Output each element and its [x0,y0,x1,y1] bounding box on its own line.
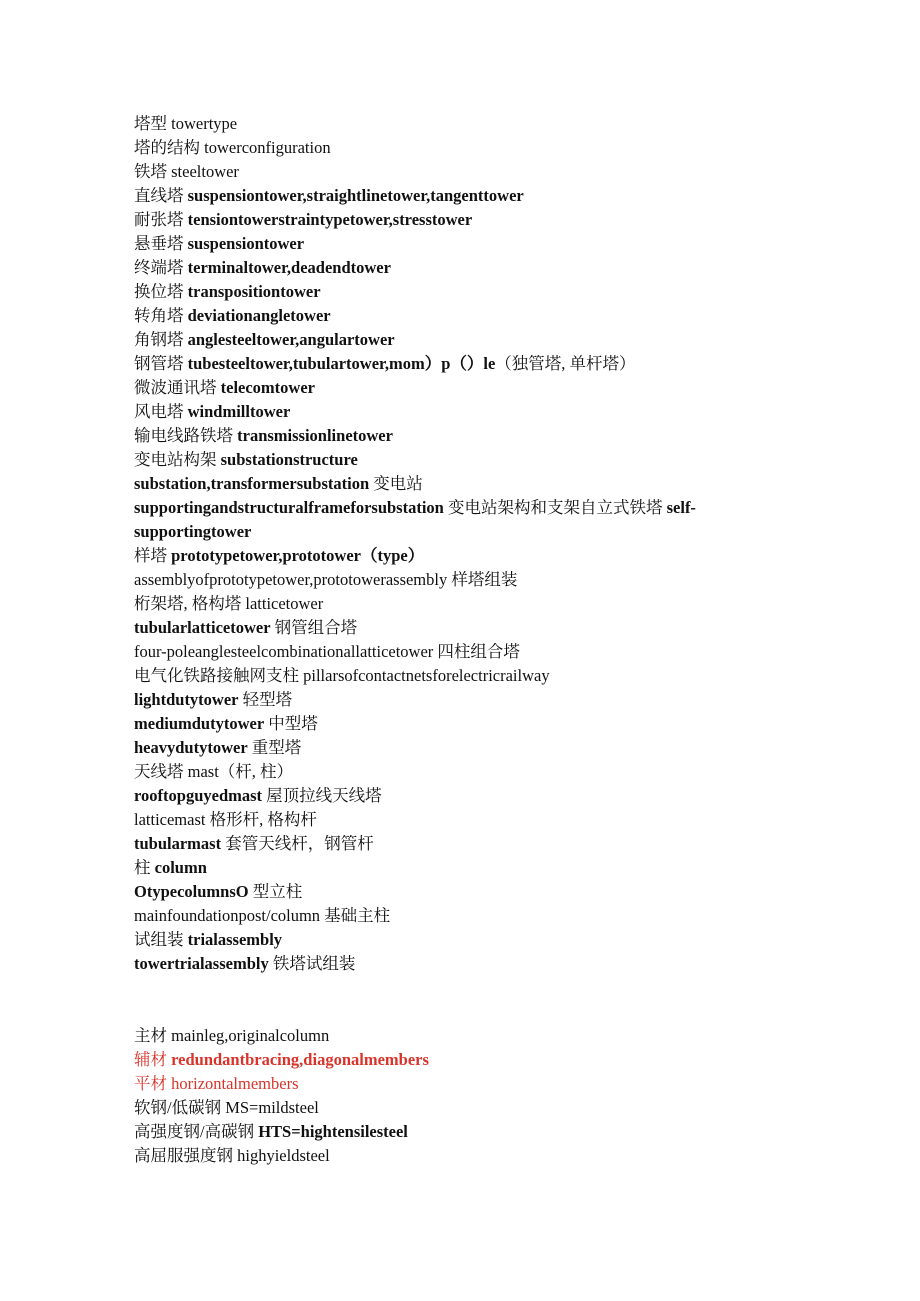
glossary-entry [134,664,794,688]
glossary-entry [134,880,794,904]
term-text: 直线塔 [134,186,188,205]
glossary-entry [134,448,794,472]
term-bold: substationstructure [220,450,358,469]
glossary-entry [134,832,794,856]
term-text: 桁架塔, 格构塔 latticetower [134,594,324,613]
glossary-entry [134,496,774,544]
term-text: 软钢/低碳钢 MS=mildsteel [134,1098,319,1117]
term-text: 型立柱 [248,882,303,901]
term-bold: windmilltower [187,402,291,421]
glossary-entry [134,1072,794,1096]
glossary-entry [134,688,794,712]
glossary-entry [134,544,794,568]
glossary-entry [134,784,794,808]
term-bold: suspensiontower [187,234,305,253]
term-bold: towertrialassembly [134,954,269,973]
glossary-entry [134,1048,794,1072]
glossary-entry [134,928,794,952]
term-bold: tensiontowerstraintypetower,stresstower [187,210,473,229]
term-text: 中型塔 [264,714,318,733]
term-text: 换位塔 [134,282,188,301]
term-bold: rooftopguyedmast [134,786,263,805]
term-text: 塔的结构 towerconfiguration [134,138,331,157]
glossary-entry [134,136,794,160]
term-text: 天线塔 mast（杆, 柱） [134,762,294,781]
term-text: 终端塔 [134,258,188,277]
glossary-entry [134,352,794,376]
document-page [134,112,794,1168]
glossary-entry [134,616,794,640]
term-bold: anglesteeltower,angulartower [187,330,395,349]
glossary-entry [134,280,794,304]
glossary-entry [134,808,794,832]
glossary-entry [134,736,794,760]
term-bold: substation,transformersubstation [134,474,370,493]
term-text: 主材 mainleg,originalcolumn [134,1026,330,1045]
glossary-entry [134,184,794,208]
glossary-entry [134,856,794,880]
term-text: 电气化铁路接触网支柱 pillarsofcontactnetsforelectricrailway [134,666,550,685]
glossary-entry [134,592,794,616]
term-text: 铁塔 steeltower [134,162,239,181]
term-text: 柱 [134,858,155,877]
term-text: 试组装 [134,930,188,949]
glossary-entry [134,568,794,592]
term-text: 转角塔 [134,306,188,325]
term-text: 变电站 [369,474,423,493]
term-text: 辅材 [134,1050,172,1069]
term-bold: supportingandstructuralframeforsubstation [134,498,444,517]
glossary-entry [134,328,794,352]
glossary-entry [134,760,794,784]
glossary-entry [134,1144,794,1168]
section-gap [134,976,794,1024]
term-bold: HTS=hightensilesteel [258,1122,408,1141]
term-text: 角钢塔 [134,330,188,349]
term-bold: column [154,858,207,877]
term-text: 变电站架构和支架自立式铁塔 [443,498,667,517]
term-text: 风电塔 [134,402,188,421]
term-bold: heavydutytower [134,738,248,757]
term-bold: transpositiontower [187,282,321,301]
term-text: 变电站构架 [134,450,221,469]
term-bold: OtypecolumnsO [134,882,249,901]
term-bold: suspensiontower,straightlinetower,tangenttower [187,186,524,205]
glossary-entry [134,904,794,928]
glossary-entry [134,640,794,664]
term-text: 钢管组合塔 [270,618,358,637]
glossary-entry [134,1120,794,1144]
glossary-entry [134,232,794,256]
glossary-entry [134,304,794,328]
glossary-entry [134,400,794,424]
term-text: 套管天线杆，钢管杆 [221,834,374,853]
term-bold: tubesteeltower,tubulartower,mom）p（）le [187,354,496,373]
term-bold: transmissionlinetower [237,426,393,445]
term-text: 微波通讯塔 [134,378,221,397]
tower-type-glossary [134,112,794,976]
term-bold: lightdutytower [134,690,239,709]
term-bold: prototypetower,prototower（type） [171,546,425,565]
term-bold: telecomtower [220,378,315,397]
term-bold: trialassembly [187,930,283,949]
term-bold: terminaltower,deadendtower [187,258,391,277]
term-text: 高屈服强度钢 highyieldsteel [134,1146,330,1165]
glossary-entry [134,1096,794,1120]
glossary-entry [134,376,794,400]
term-text: latticemast 格形杆, 格构杆 [134,810,317,829]
term-text: 轻型塔 [238,690,293,709]
glossary-entry [134,256,794,280]
term-text: four-poleanglesteelcombinationallatticetower 四柱组合塔 [134,642,520,661]
term-text: 重型塔 [247,738,302,757]
glossary-entry [134,952,794,976]
glossary-entry [134,472,794,496]
term-text: 钢管塔 [134,354,188,373]
term-text: 铁塔试组装 [268,954,356,973]
term-text: 输电线路铁塔 [134,426,238,445]
term-text: 高强度钢/高碳钢 [134,1122,259,1141]
term-text: 耐张塔 [134,210,188,229]
glossary-entry [134,1024,794,1048]
term-text: mainfoundationpost/column 基础主柱 [134,906,391,925]
term-text: 样塔 [134,546,172,565]
glossary-entry [134,112,794,136]
term-bold: deviationangletower [187,306,331,325]
glossary-entry [134,712,794,736]
glossary-entry [134,160,794,184]
term-text: 悬垂塔 [134,234,188,253]
term-text: （独管塔, 单杆塔） [495,354,636,373]
term-text: 塔型 towertype [134,114,238,133]
member-material-glossary [134,1024,794,1168]
glossary-entry [134,208,794,232]
term-text: assemblyofprototypetower,prototowerassembly 样塔组装 [134,570,518,589]
term-bold: mediumdutytower [134,714,265,733]
term-bold: redundantbracing,diagonalmembers [171,1050,429,1069]
term-bold: tubularlatticetower [134,618,271,637]
term-bold: self-supportingtower [134,498,696,541]
term-text: 屋顶拉线天线塔 [262,786,382,805]
term-bold: tubularmast [134,834,222,853]
term-text: 平材 horizontalmembers [134,1074,299,1093]
glossary-entry [134,424,794,448]
